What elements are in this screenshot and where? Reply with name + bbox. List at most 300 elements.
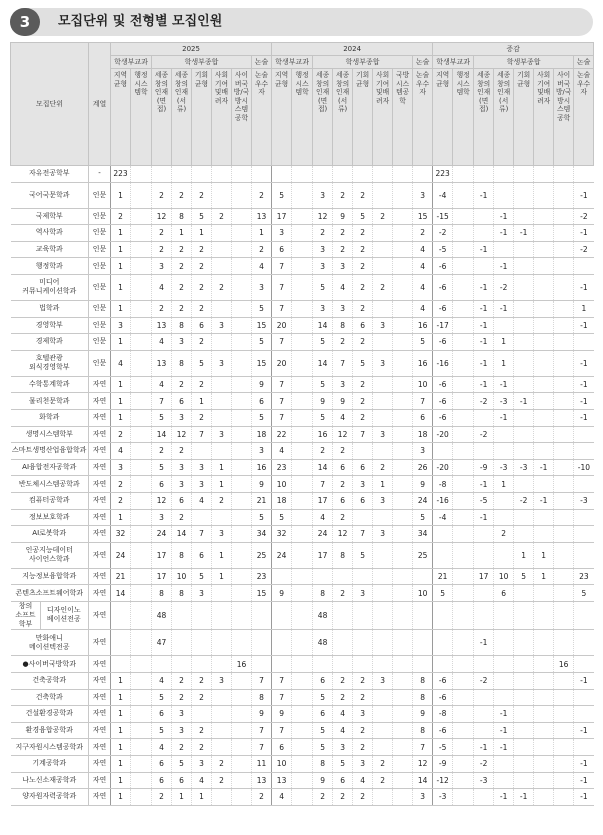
value-cell: 2: [373, 459, 393, 476]
value-cell: 23: [574, 568, 594, 585]
value-cell: 5: [313, 334, 333, 351]
value-cell: [453, 443, 474, 460]
value-cell: 2: [212, 208, 232, 225]
value-cell: 2: [111, 492, 131, 509]
group-comp-24: 학생부종합: [313, 56, 413, 69]
value-cell: 7: [272, 274, 292, 300]
value-cell: [453, 476, 474, 493]
value-cell: [453, 739, 474, 756]
value-cell: [514, 509, 534, 526]
value-cell: 5: [433, 585, 453, 602]
value-cell: [393, 656, 413, 673]
value-cell: [574, 526, 594, 543]
value-cell: [152, 166, 172, 183]
value-cell: 6: [172, 393, 192, 410]
value-cell: [554, 585, 574, 602]
value-cell: [393, 492, 413, 509]
value-cell: 2: [353, 409, 373, 426]
value-cell: 16: [252, 459, 272, 476]
value-cell: 13: [252, 772, 272, 789]
value-cell: [252, 166, 272, 183]
section-number: 3: [10, 8, 40, 36]
value-cell: [212, 585, 232, 602]
value-cell: [192, 630, 212, 656]
value-cell: 24: [111, 542, 131, 568]
value-cell: -1: [574, 672, 594, 689]
value-cell: 8: [172, 317, 192, 334]
value-cell: 13: [152, 317, 172, 334]
unit-name-text: 경영학부: [35, 320, 63, 329]
value-cell: [292, 656, 313, 673]
value-cell: [212, 334, 232, 351]
value-cell: [413, 630, 433, 656]
value-cell: [453, 274, 474, 300]
value-cell: [373, 376, 393, 393]
column-header: 지역균형: [111, 69, 131, 166]
value-cell: 1: [252, 225, 272, 242]
value-cell: -1: [494, 258, 514, 275]
value-cell: [574, 426, 594, 443]
value-cell: -16: [433, 492, 453, 509]
table-row: [11, 393, 594, 410]
value-cell: 3: [313, 182, 333, 208]
value-cell: 4: [313, 509, 333, 526]
value-cell: [292, 601, 313, 630]
value-cell: 8: [413, 672, 433, 689]
value-cell: 8: [313, 755, 333, 772]
value-cell: [494, 426, 514, 443]
value-cell: [453, 492, 474, 509]
value-cell: [494, 672, 514, 689]
value-cell: [232, 274, 252, 300]
category-cell: 자연: [89, 722, 111, 739]
value-cell: 1: [111, 258, 131, 275]
value-cell: [232, 526, 252, 543]
value-cell: -6: [433, 409, 453, 426]
value-cell: [514, 739, 534, 756]
value-cell: 3: [212, 426, 232, 443]
value-cell: 7: [413, 739, 433, 756]
value-cell: 3: [172, 706, 192, 723]
value-cell: [474, 542, 494, 568]
value-cell: 5: [353, 208, 373, 225]
value-cell: [534, 334, 554, 351]
value-cell: 6: [333, 459, 353, 476]
value-cell: [232, 300, 252, 317]
value-cell: [172, 656, 192, 673]
value-cell: -15: [433, 208, 453, 225]
value-cell: 7: [272, 722, 292, 739]
value-cell: 2: [111, 208, 131, 225]
category-cell: 자연: [89, 426, 111, 443]
value-cell: 1: [111, 789, 131, 806]
value-cell: 1: [111, 393, 131, 410]
value-cell: 2: [172, 509, 192, 526]
value-cell: [453, 585, 474, 602]
value-cell: -2: [514, 492, 534, 509]
value-cell: 2: [172, 241, 192, 258]
value-cell: 3: [252, 443, 272, 460]
value-cell: 1: [111, 182, 131, 208]
value-cell: [534, 166, 554, 183]
value-cell: 48: [313, 630, 333, 656]
value-cell: [453, 459, 474, 476]
value-cell: 10: [413, 585, 433, 602]
value-cell: [393, 426, 413, 443]
value-cell: [131, 492, 152, 509]
value-cell: [292, 630, 313, 656]
value-cell: 2: [353, 225, 373, 242]
value-cell: 2: [192, 409, 212, 426]
value-cell: [192, 166, 212, 183]
value-cell: [453, 568, 474, 585]
value-cell: 9: [313, 393, 333, 410]
value-cell: 1: [111, 300, 131, 317]
value-cell: [393, 706, 413, 723]
value-cell: 9: [272, 706, 292, 723]
value-cell: -1: [494, 789, 514, 806]
value-cell: 2: [353, 739, 373, 756]
value-cell: 7: [413, 393, 433, 410]
value-cell: [474, 656, 494, 673]
value-cell: [554, 542, 574, 568]
value-cell: [453, 789, 474, 806]
value-cell: [373, 409, 393, 426]
unit-name: [11, 459, 89, 476]
value-cell: 21: [111, 568, 131, 585]
value-cell: [212, 706, 232, 723]
value-cell: [131, 542, 152, 568]
value-cell: [373, 568, 393, 585]
value-cell: 14: [313, 350, 333, 376]
value-cell: [413, 166, 433, 183]
value-cell: [554, 672, 574, 689]
value-cell: [453, 426, 474, 443]
category-cell: 자연: [89, 585, 111, 602]
value-cell: [333, 166, 353, 183]
unit-name-text: 양자원자력공학과: [22, 792, 77, 801]
table-row: [11, 225, 594, 242]
value-cell: 3: [172, 334, 192, 351]
value-cell: [554, 166, 574, 183]
column-header: 논술우수자: [252, 69, 272, 166]
value-cell: [232, 182, 252, 208]
value-cell: 7: [353, 526, 373, 543]
value-cell: [131, 350, 152, 376]
value-cell: [212, 225, 232, 242]
value-cell: 2: [192, 241, 212, 258]
value-cell: 4: [413, 258, 433, 275]
value-cell: -16: [433, 350, 453, 376]
value-cell: [554, 492, 574, 509]
value-cell: 2: [111, 476, 131, 493]
value-cell: [393, 722, 413, 739]
value-cell: [453, 258, 474, 275]
value-cell: [212, 166, 232, 183]
value-cell: 5: [413, 509, 433, 526]
value-cell: 2: [373, 755, 393, 772]
unit-name: [11, 492, 89, 509]
value-cell: [232, 208, 252, 225]
value-cell: 2: [353, 672, 373, 689]
value-cell: [192, 443, 212, 460]
unit-name-text: 교육학과: [35, 245, 63, 254]
value-cell: 15: [252, 585, 272, 602]
value-cell: [373, 334, 393, 351]
table-row: [11, 739, 594, 756]
value-cell: 3: [152, 258, 172, 275]
value-cell: 3: [413, 182, 433, 208]
value-cell: [232, 350, 252, 376]
value-cell: 9: [252, 476, 272, 493]
value-cell: [494, 601, 514, 630]
value-cell: [494, 656, 514, 673]
unit-name-text: 나노신소재공학과: [22, 775, 77, 784]
value-cell: [232, 601, 252, 630]
value-cell: 3: [333, 300, 353, 317]
value-cell: 3: [373, 526, 393, 543]
value-cell: 2: [333, 689, 353, 706]
value-cell: [292, 376, 313, 393]
value-cell: [514, 426, 534, 443]
value-cell: -8: [433, 476, 453, 493]
value-cell: [272, 601, 292, 630]
table-row: [11, 509, 594, 526]
value-cell: [494, 443, 514, 460]
category-header: 계열: [89, 43, 111, 166]
unit-name-text: 디자인이노 베이션전공: [46, 606, 81, 624]
value-cell: [232, 426, 252, 443]
value-cell: [554, 755, 574, 772]
value-cell: [554, 258, 574, 275]
value-cell: 3: [111, 317, 131, 334]
value-cell: [313, 656, 333, 673]
value-cell: [313, 166, 333, 183]
unit-name: [11, 409, 89, 426]
value-cell: [292, 300, 313, 317]
value-cell: [292, 334, 313, 351]
value-cell: [554, 376, 574, 393]
value-cell: [131, 601, 152, 630]
value-cell: [433, 630, 453, 656]
value-cell: 5: [313, 376, 333, 393]
value-cell: 8: [413, 689, 433, 706]
value-cell: -1: [534, 459, 554, 476]
value-cell: 8: [333, 317, 353, 334]
value-cell: 1: [111, 689, 131, 706]
value-cell: 2: [333, 672, 353, 689]
value-cell: 2: [353, 789, 373, 806]
value-cell: [292, 585, 313, 602]
value-cell: -6: [433, 689, 453, 706]
value-cell: [131, 274, 152, 300]
value-cell: 21: [252, 492, 272, 509]
value-cell: -1: [534, 492, 554, 509]
value-cell: [494, 182, 514, 208]
value-cell: 1: [172, 225, 192, 242]
value-cell: [534, 350, 554, 376]
unit-name: [11, 317, 89, 334]
value-cell: 2: [192, 300, 212, 317]
value-cell: 2: [333, 509, 353, 526]
value-cell: 7: [272, 689, 292, 706]
unit-name: [11, 585, 89, 602]
value-cell: 16: [413, 350, 433, 376]
value-cell: [453, 689, 474, 706]
unit-name-text: 물리천문학과: [28, 396, 70, 405]
value-cell: 23: [272, 459, 292, 476]
value-cell: [212, 789, 232, 806]
value-cell: [393, 241, 413, 258]
value-cell: 2: [172, 739, 192, 756]
value-cell: 2: [333, 789, 353, 806]
value-cell: 2: [172, 689, 192, 706]
value-cell: [474, 258, 494, 275]
value-cell: 17: [313, 492, 333, 509]
value-cell: 6: [272, 739, 292, 756]
value-cell: 5: [152, 722, 172, 739]
value-cell: 2: [192, 722, 212, 739]
value-cell: -5: [433, 739, 453, 756]
category-cell: 자연: [89, 376, 111, 393]
value-cell: 1: [514, 542, 534, 568]
value-cell: [453, 630, 474, 656]
value-cell: 1: [111, 772, 131, 789]
value-cell: 13: [272, 772, 292, 789]
value-cell: [232, 542, 252, 568]
value-cell: 1: [212, 459, 232, 476]
value-cell: [514, 350, 534, 376]
unit-name: [11, 772, 89, 789]
group-essay-24: 논술: [413, 56, 433, 69]
unit-name: [11, 602, 89, 630]
value-cell: -1: [474, 241, 494, 258]
value-cell: 7: [272, 258, 292, 275]
value-cell: [393, 300, 413, 317]
value-cell: 1: [212, 568, 232, 585]
value-cell: 1: [212, 476, 232, 493]
value-cell: -1: [474, 630, 494, 656]
value-cell: [554, 706, 574, 723]
value-cell: 2: [192, 739, 212, 756]
value-cell: [433, 542, 453, 568]
value-cell: [453, 300, 474, 317]
value-cell: -6: [433, 672, 453, 689]
category-cell: 자연: [89, 492, 111, 509]
value-cell: [192, 509, 212, 526]
value-cell: 7: [272, 393, 292, 410]
table-row: [11, 443, 594, 460]
value-cell: 7: [272, 376, 292, 393]
table-row: [11, 317, 594, 334]
value-cell: 5: [152, 459, 172, 476]
value-cell: 3: [373, 672, 393, 689]
value-cell: [373, 300, 393, 317]
value-cell: [232, 772, 252, 789]
value-cell: [514, 755, 534, 772]
value-cell: 7: [192, 526, 212, 543]
value-cell: 9: [252, 376, 272, 393]
value-cell: 5: [574, 585, 594, 602]
value-cell: -1: [514, 393, 534, 410]
value-cell: [534, 789, 554, 806]
table-row: [11, 334, 594, 351]
unit-name: [11, 789, 89, 806]
value-cell: 2: [152, 300, 172, 317]
table-row: [11, 656, 594, 673]
value-cell: [111, 601, 131, 630]
value-cell: -1: [494, 300, 514, 317]
value-cell: [393, 334, 413, 351]
column-header: 세종창의인재(서류): [333, 69, 353, 166]
value-cell: [574, 166, 594, 183]
value-cell: [232, 393, 252, 410]
value-cell: [272, 630, 292, 656]
value-cell: 7: [333, 350, 353, 376]
value-cell: 1: [111, 241, 131, 258]
value-cell: -1: [574, 722, 594, 739]
value-cell: [393, 601, 413, 630]
category-cell: 자연: [89, 689, 111, 706]
value-cell: 6: [353, 459, 373, 476]
table-row: [11, 526, 594, 543]
value-cell: [333, 568, 353, 585]
value-cell: 2: [172, 258, 192, 275]
section-title: 모집단위 및 전형별 모집인원: [58, 14, 223, 29]
value-cell: 2: [413, 225, 433, 242]
value-cell: 48: [313, 601, 333, 630]
value-cell: 32: [111, 526, 131, 543]
value-cell: [232, 409, 252, 426]
table-row: [11, 706, 594, 723]
value-cell: 5: [313, 722, 333, 739]
value-cell: [534, 393, 554, 410]
admission-quota-table: [10, 42, 594, 806]
value-cell: 7: [272, 334, 292, 351]
column-header: 지역균형: [272, 69, 292, 166]
value-cell: 1: [494, 350, 514, 376]
value-cell: 3: [373, 426, 393, 443]
value-cell: [554, 409, 574, 426]
value-cell: [574, 689, 594, 706]
value-cell: 12: [413, 755, 433, 772]
value-cell: [172, 630, 192, 656]
value-cell: -1: [474, 509, 494, 526]
value-cell: [212, 630, 232, 656]
value-cell: 1: [111, 672, 131, 689]
value-cell: 7: [272, 672, 292, 689]
value-cell: 2: [313, 443, 333, 460]
table-row: [11, 772, 594, 789]
value-cell: [554, 568, 574, 585]
value-cell: [131, 208, 152, 225]
value-cell: 2: [333, 476, 353, 493]
value-cell: 3: [333, 258, 353, 275]
value-cell: [292, 426, 313, 443]
value-cell: [232, 509, 252, 526]
unit-name: [11, 689, 89, 706]
value-cell: [292, 208, 313, 225]
value-cell: [574, 258, 594, 275]
value-cell: 3: [333, 376, 353, 393]
table-row: [11, 409, 594, 426]
value-cell: -3: [494, 459, 514, 476]
value-cell: [554, 476, 574, 493]
value-cell: [292, 350, 313, 376]
value-cell: 6: [313, 672, 333, 689]
value-cell: [514, 258, 534, 275]
value-cell: [292, 542, 313, 568]
